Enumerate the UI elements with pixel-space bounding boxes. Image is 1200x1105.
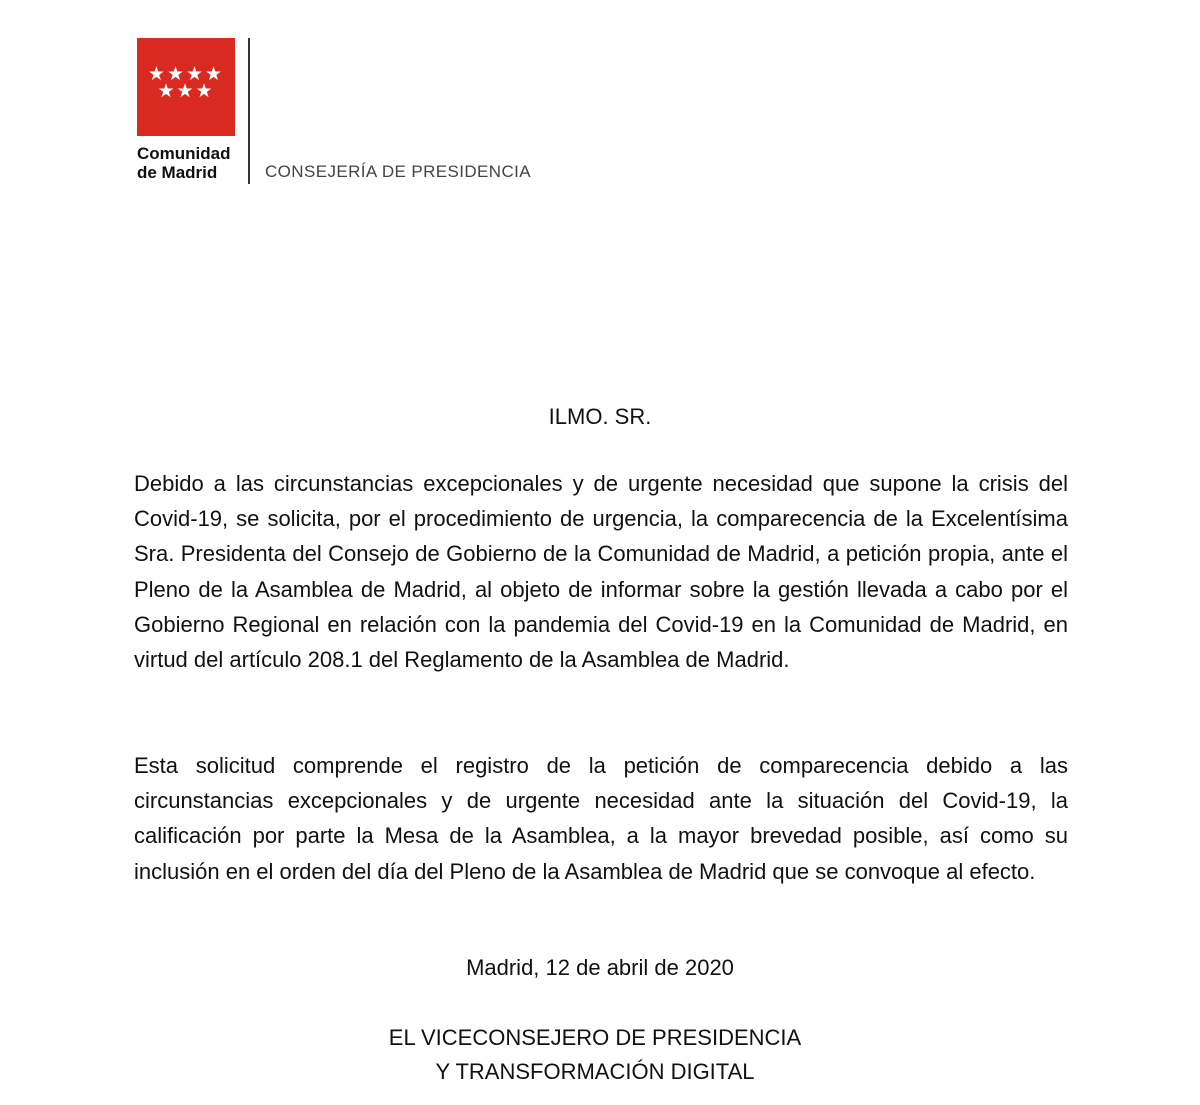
place-and-date: Madrid, 12 de abril de 2020 (466, 955, 734, 980)
body-paragraph-1: Debido a las circunstancias excepcionales y de urgente necesidad que supone la crisis del Covid-19, se solicita, por el procedimiento de urgencia, la comparecencia de la Excelentísima Sra. Presidenta del Consejo de Gobierno de la Comunidad de Madrid, a petición propia, ante el Pleno de la Asamblea de Madrid, al objeto de informar sobre la gestión llevada a cabo por el Gobierno Regional en relación con la pandemia del Covid-19 en la Comunidad de Madrid, en virtud del artículo 208.1 del Reglamento de la Asamblea de Madrid. (134, 471, 1068, 673)
comunidad-de-madrid-logo (137, 38, 235, 136)
logo-wordmark-line2: de Madrid (137, 163, 218, 182)
body-paragraph-2: Esta solicitud comprende el registro de la petición de comparecencia debido a las circunstancias excepcionales y de urgente necesidad ante la situación del Covid-19, la calificación por parte la Mesa de la Asamblea, a la mayor brevedad posible, así como su inclusión en el orden del día del Pleno de la Asamblea de Madrid que se convoque al efecto. (134, 753, 1068, 884)
signatory-title-line2: Y TRANSFORMACIÓN DIGITAL (435, 1059, 755, 1084)
letterhead-divider (248, 38, 250, 184)
salutation: ILMO. SR. (548, 404, 652, 429)
signatory-title-line1: EL VICECONSEJERO DE PRESIDENCIA (388, 1025, 802, 1050)
logo-wordmark (137, 144, 231, 182)
department-name: CONSEJERÍA DE PRESIDENCIA (265, 162, 532, 181)
logo-wordmark-line1: Comunidad (137, 144, 231, 163)
signatory-block (0, 1021, 1190, 1089)
seven-stars-icon: ★★★★ ★★★ (147, 63, 225, 102)
letterhead (137, 38, 637, 188)
